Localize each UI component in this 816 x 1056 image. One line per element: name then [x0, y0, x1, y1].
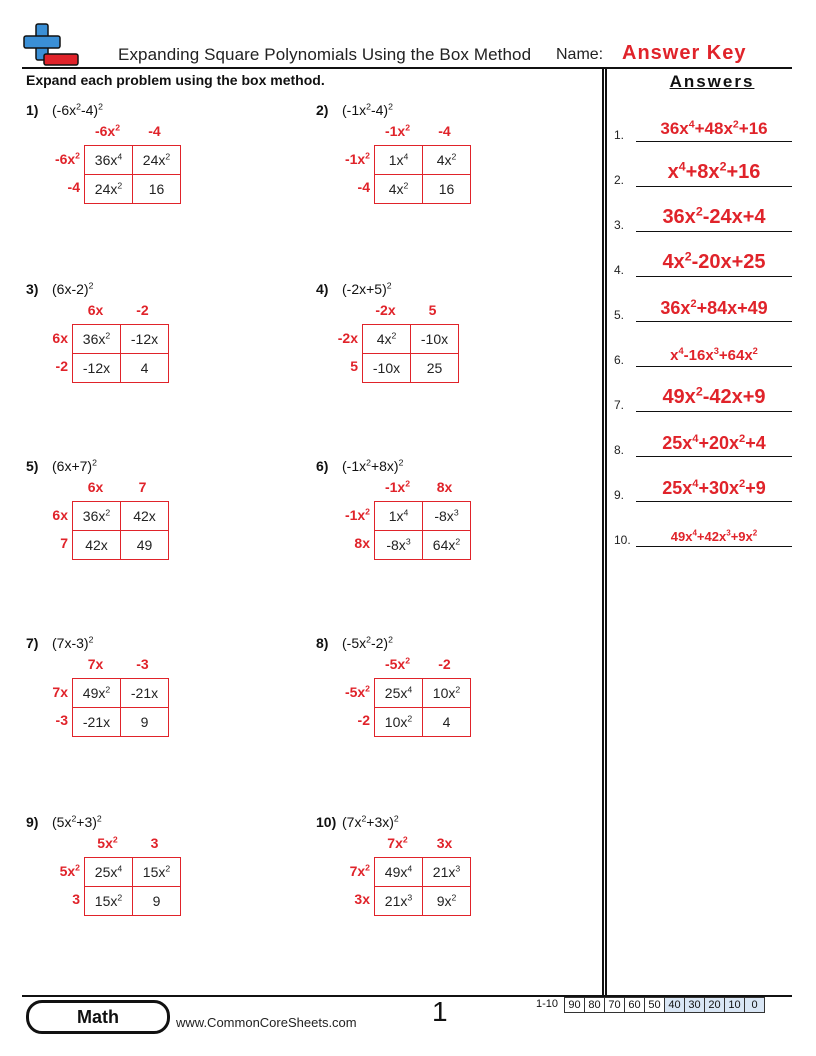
product-box — [374, 678, 471, 737]
answer-text: $36x^2-24x+4$ — [662, 204, 766, 228]
answer-row — [612, 294, 792, 324]
box-cell: $1x^4$ — [375, 502, 423, 531]
box-cell: $15x^2$ — [85, 887, 133, 916]
column-header: $-6x^2$ — [94, 122, 121, 139]
answer-text: $4x^2-20x+25$ — [662, 249, 766, 273]
column-header: -2 — [136, 302, 149, 318]
logo-icon — [22, 22, 80, 68]
problem-number: 5) — [26, 458, 39, 474]
answer-line — [636, 231, 792, 232]
row-header: $-1x^2$ — [344, 150, 370, 167]
problem-number: 8) — [316, 635, 329, 651]
problem-expression: $(-5x^2-2)^2$ — [342, 634, 393, 651]
column-header: 7x — [87, 656, 104, 672]
box-cell: -21x — [73, 708, 121, 737]
box-cell: 9 — [121, 708, 169, 737]
subject-badge: Math — [26, 1000, 170, 1034]
row-header: 8x — [354, 535, 370, 551]
score-cell: 80 — [585, 998, 605, 1013]
answer-key-label: Answer Key — [622, 42, 747, 64]
problem-number: 7) — [26, 635, 39, 651]
answer-text: $36x^4+48x^2+16$ — [660, 118, 768, 138]
problem-expression: $(-1x^2-4)^2$ — [342, 101, 393, 118]
problem-number: 10) — [316, 814, 337, 830]
row-header: 7x — [52, 684, 68, 700]
column-header: -3 — [136, 656, 149, 672]
row-header: $-1x^2$ — [344, 506, 370, 523]
row-header: -2x — [337, 330, 358, 346]
column-header: 6x — [87, 302, 104, 318]
column-header: -2x — [375, 302, 396, 318]
product-box — [374, 501, 471, 560]
score-cell: 10 — [725, 998, 745, 1013]
site-url[interactable]: www.CommonCoreSheets.com — [176, 1015, 357, 1030]
problem-number: 1) — [26, 102, 39, 118]
column-header: $7x^2$ — [387, 834, 408, 851]
answer-row — [612, 204, 792, 234]
column-header: -2 — [438, 656, 451, 672]
box-cell: $1x^4$ — [375, 146, 423, 175]
box-cell: 4 — [121, 354, 169, 383]
answer-number: 4. — [614, 263, 625, 277]
answer-text: $25x^4+20x^2+4$ — [662, 433, 766, 453]
name-label: Name: — [556, 46, 604, 63]
answer-line — [636, 141, 792, 142]
row-header: 5 — [350, 358, 358, 374]
column-header: $-5x^2$ — [384, 655, 411, 672]
page-number: 1 — [432, 996, 448, 1027]
problem-expression: $(6x+7)^2$ — [52, 457, 97, 474]
box-cell: $4x^2$ — [363, 325, 411, 354]
score-table — [564, 997, 765, 1013]
box-cell: $25x^4$ — [85, 858, 133, 887]
box-cell: $21x^3$ — [423, 858, 471, 887]
answer-line — [636, 411, 792, 412]
problem-expression: $(5x^2+3)^2$ — [52, 813, 102, 830]
answers-title: Answers — [669, 72, 755, 91]
column-header: -4 — [438, 123, 451, 139]
score-cell: 0 — [745, 998, 765, 1013]
problem-number: 3) — [26, 281, 39, 297]
row-header: $7x^2$ — [349, 862, 370, 879]
box-cell: -10x — [411, 325, 459, 354]
box-cell: $36x^2$ — [73, 502, 121, 531]
problem-number: 6) — [316, 458, 329, 474]
answer-row — [612, 339, 792, 369]
answer-text: $x^4-16x^3+64x^2$ — [670, 346, 758, 364]
answer-text: $25x^4+30x^2+9$ — [662, 478, 766, 498]
problem-number: 9) — [26, 814, 39, 830]
column-header: 6x — [87, 479, 104, 495]
problem-number: 2) — [316, 102, 329, 118]
column-header: -4 — [148, 123, 161, 139]
score-cell: 50 — [645, 998, 665, 1013]
box-cell: 42x — [121, 502, 169, 531]
problem-expression: $(6x-2)^2$ — [52, 280, 94, 297]
answer-line — [636, 321, 792, 322]
product-box — [72, 678, 169, 737]
row-header: -4 — [357, 179, 370, 195]
answer-line — [636, 366, 792, 367]
box-cell: -12x — [121, 325, 169, 354]
answer-line — [636, 501, 792, 502]
problem-number: 4) — [316, 281, 329, 297]
answer-number: 1. — [614, 128, 625, 142]
row-header: 7 — [60, 535, 68, 551]
row-header: -2 — [357, 712, 370, 728]
box-cell: $36x^4$ — [85, 146, 133, 175]
answer-row — [612, 384, 792, 414]
answer-number: 5. — [614, 308, 625, 322]
answer-row — [612, 114, 792, 144]
box-cell: $64x^2$ — [423, 531, 471, 560]
answer-number: 10. — [614, 533, 631, 547]
answer-number: 8. — [614, 443, 625, 457]
box-cell: 16 — [133, 175, 181, 204]
box-cell: 25 — [411, 354, 459, 383]
box-cell: $10x^2$ — [375, 708, 423, 737]
row-header: 3x — [354, 891, 370, 907]
answer-line — [636, 186, 792, 187]
score-cell: 70 — [605, 998, 625, 1013]
row-header: -2 — [55, 358, 68, 374]
box-cell: $21x^3$ — [375, 887, 423, 916]
box-cell: 9 — [133, 887, 181, 916]
answer-text: $49x^2-42x+9$ — [662, 384, 766, 408]
answer-text: $49x^4+42x^3+9x^2$ — [670, 528, 758, 544]
box-cell: 4 — [423, 708, 471, 737]
box-cell: $49x^2$ — [73, 679, 121, 708]
answer-number: 3. — [614, 218, 625, 232]
problem-expression: $(-2x+5)^2$ — [342, 280, 392, 297]
answer-number: 9. — [614, 488, 625, 502]
answer-number: 2. — [614, 173, 625, 187]
box-cell: $36x^2$ — [73, 325, 121, 354]
score-range-label: 1-10 — [536, 998, 559, 1010]
score-cell: 90 — [565, 998, 585, 1013]
column-divider — [602, 69, 607, 995]
box-cell: $-8x^3$ — [423, 502, 471, 531]
answer-line — [636, 546, 792, 547]
box-cell: $-8x^3$ — [375, 531, 423, 560]
instructions: Expand each problem using the box method. — [26, 72, 325, 88]
box-cell: 49 — [121, 531, 169, 560]
box-cell: $9x^2$ — [423, 887, 471, 916]
answer-text: $x^4+8x^2+16$ — [667, 159, 761, 183]
row-header: -3 — [55, 712, 68, 728]
answer-line — [636, 276, 792, 277]
product-box — [84, 145, 181, 204]
row-header: 6x — [52, 330, 68, 346]
problem-expression: $(-1x^2+8x)^2$ — [342, 457, 404, 474]
header-rule — [22, 67, 792, 69]
box-cell: $15x^2$ — [133, 858, 181, 887]
column-header: 7 — [138, 479, 147, 495]
column-header: 3x — [436, 835, 453, 851]
box-cell: $24x^2$ — [85, 175, 133, 204]
column-header: $-1x^2$ — [384, 122, 411, 139]
column-header: 8x — [436, 479, 453, 495]
score-cell: 60 — [625, 998, 645, 1013]
box-cell: -12x — [73, 354, 121, 383]
answer-line — [636, 456, 792, 457]
answer-text: $36x^2+84x+49$ — [660, 298, 768, 318]
problem-expression: $(-6x^2-4)^2$ — [52, 101, 103, 118]
product-box — [374, 145, 471, 204]
product-box — [84, 857, 181, 916]
box-cell: $4x^2$ — [375, 175, 423, 204]
answer-row — [612, 249, 792, 279]
box-cell: $10x^2$ — [423, 679, 471, 708]
answer-row — [612, 519, 792, 549]
score-cell: 40 — [665, 998, 685, 1013]
row-header: $-6x^2$ — [54, 150, 80, 167]
row-header: 3 — [72, 891, 80, 907]
box-cell: $24x^2$ — [133, 146, 181, 175]
column-header: $5x^2$ — [97, 834, 118, 851]
row-header: -4 — [67, 179, 80, 195]
product-box — [72, 501, 169, 560]
problem-expression: $(7x-3)^2$ — [52, 634, 94, 651]
row-header: 6x — [52, 507, 68, 523]
row-header: $5x^2$ — [59, 862, 80, 879]
page-title: Expanding Square Polynomials Using the Box Method — [118, 45, 532, 64]
product-box — [362, 324, 459, 383]
box-cell: 16 — [423, 175, 471, 204]
box-cell: $25x^4$ — [375, 679, 423, 708]
score-cell: 20 — [705, 998, 725, 1013]
answer-row — [612, 159, 792, 189]
answer-row — [612, 429, 792, 459]
score-cell: 30 — [685, 998, 705, 1013]
box-cell: $4x^2$ — [423, 146, 471, 175]
answer-number: 7. — [614, 398, 625, 412]
row-header: $-5x^2$ — [344, 683, 370, 700]
answer-row — [612, 474, 792, 504]
product-box — [374, 857, 471, 916]
box-cell: -21x — [121, 679, 169, 708]
box-cell: $49x^4$ — [375, 858, 423, 887]
column-header: 5 — [428, 302, 437, 318]
answer-number: 6. — [614, 353, 625, 367]
product-box — [72, 324, 169, 383]
box-cell: -10x — [363, 354, 411, 383]
box-cell: 42x — [73, 531, 121, 560]
problem-expression: $(7x^2+3x)^2$ — [342, 813, 399, 830]
column-header: 3 — [150, 835, 159, 851]
column-header: $-1x^2$ — [384, 478, 411, 495]
